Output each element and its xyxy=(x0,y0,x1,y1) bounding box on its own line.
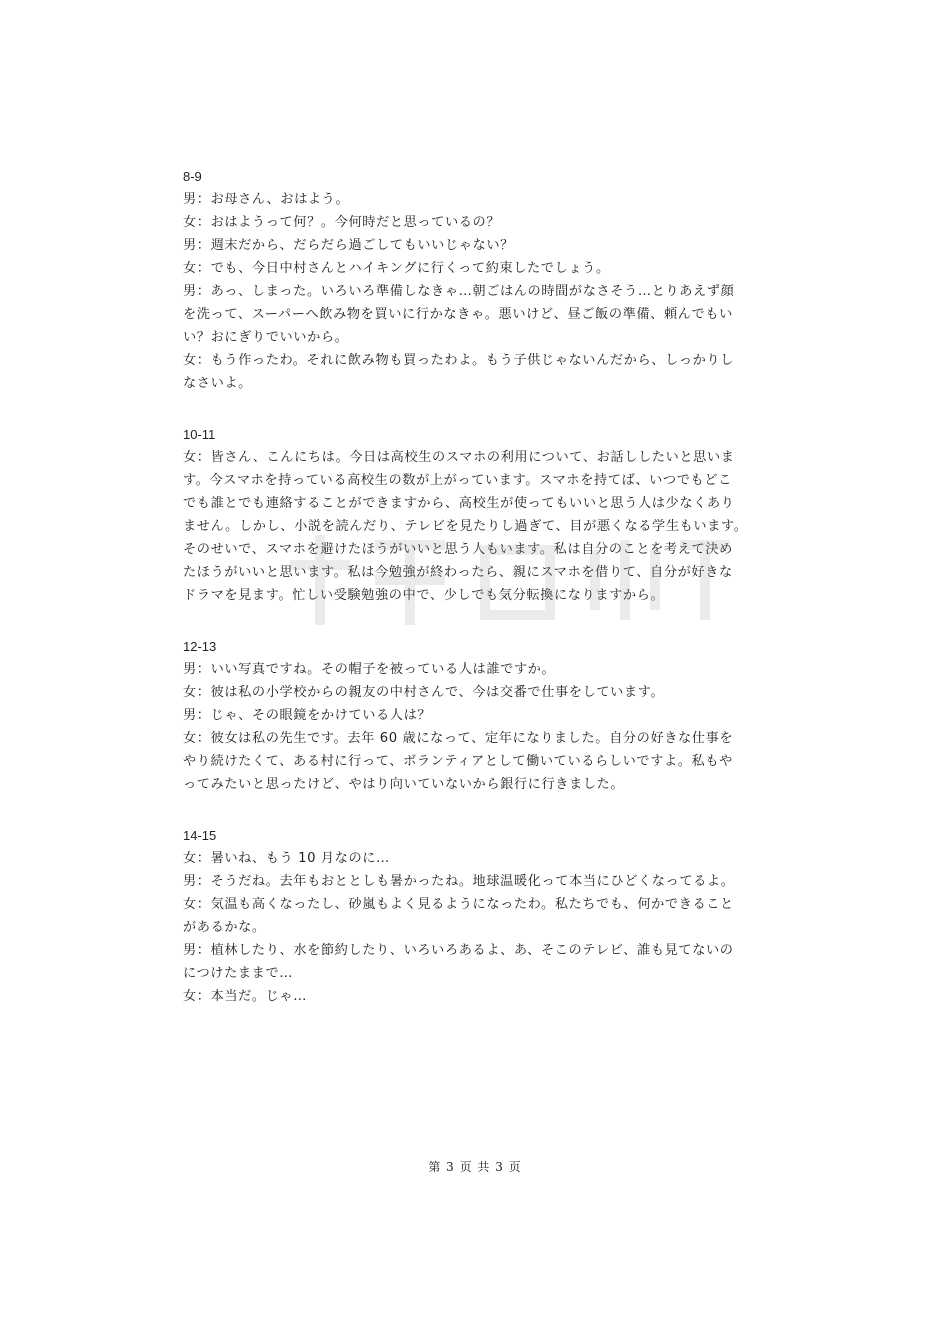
dialogue-line: 男：週末だから、だらだら過ごしてもいいじゃない？ xyxy=(183,238,514,253)
section-label: 14-15 xyxy=(183,828,217,843)
monologue-line: ドラマを見ます。忙しい受験勉強の中で、少しでも気分転換になりますから。 xyxy=(183,588,665,603)
dialogue-line: 女：彼女は私の先生です。去年 60 歳になって、定年になりました。自分の好きな仕事を xyxy=(183,731,734,746)
dialogue-line: 女：暑いね、もう 10 月なのに… xyxy=(183,851,390,866)
section-14-15 xyxy=(183,824,773,1008)
listening-script xyxy=(183,165,773,1036)
monologue-line: 女：皆さん、こんにちは。今日は高校生のスマホの利用について、お話ししたいと思いま xyxy=(183,450,735,465)
dialogue-line: 男：じゃ、その眼鏡をかけている人は？ xyxy=(183,708,432,723)
dialogue-line: 女：本当だ。じゃ… xyxy=(183,989,308,1004)
monologue-line: す。今スマホを持っている高校生の数が上がっています。スマホを持てば、いつでもどこ xyxy=(183,473,732,488)
monologue-line: でも誰とでも連絡することができますから、高校生が使ってもいいと思う人は少なくあり xyxy=(183,496,735,511)
dialogue-line: があるかな。 xyxy=(183,920,266,935)
dialogue-line: 女：気温も高くなったし、砂嵐もよく見るようになったわ。私たちでも、何かできること xyxy=(183,897,734,912)
section-10-11 xyxy=(183,423,773,607)
monologue-line: たほうがいいと思います。私は今勉強が終わったら、親にスマホを借りて、自分が好きな xyxy=(183,565,733,580)
section-12-13 xyxy=(183,635,773,796)
dialogue-line: 女：おはようって何？。今何時だと思っているの？ xyxy=(183,215,501,230)
monologue-line: そのせいで、スマホを避けたほうがいいと思う人もいます。私は自分のことを考えて決め xyxy=(183,542,733,557)
page-footer: 第 3 页 共 3 页 xyxy=(428,1160,522,1174)
dialogue-line: 男：お母さん、おはよう。 xyxy=(183,192,350,207)
dialogue-line: 男：そうだね。去年もおととしも暑かったね。地球温暖化って本当にひどくなってるよ。 xyxy=(183,874,735,889)
dialogue-line: 女：もう作ったわ。それに飲み物も買ったわよ。もう子供じゃないんだから、しっかりし xyxy=(183,353,734,368)
dialogue-line: 女：でも、今日中村さんとハイキングに行くって約束したでしょう。 xyxy=(183,261,610,276)
section-8-9 xyxy=(183,165,773,395)
section-label: 10-11 xyxy=(183,427,216,442)
dialogue-line: 女：彼は私の小学校からの親友の中村さんで、今は交番で仕事をしています。 xyxy=(183,685,665,700)
dialogue-line: につけたままで… xyxy=(183,966,294,981)
dialogue-line: やり続けたくて、ある村に行って、ボランティアとして働いているらしいですよ。私もや xyxy=(183,754,733,769)
dialogue-line: 男：あっ、しまった。いろいろ準備しなきゃ…朝ごはんの時間がなさそう…とりあえず顔 xyxy=(183,284,735,299)
section-label: 12-13 xyxy=(183,639,217,654)
dialogue-line: い？おにぎりでいいから。 xyxy=(183,330,349,345)
dialogue-line: を洗って、スーパーへ飲み物を買いに行かなきゃ。悪いけど、昼ご飯の準備、頼んでもい xyxy=(183,307,733,322)
dialogue-line: なさいよ。 xyxy=(183,376,252,391)
dialogue-line: 男：植林したり、水を節約したり、いろいろあるよ、あ、そこのテレビ、誰も見てないの xyxy=(183,943,734,958)
dialogue-line: 男：いい写真ですね。その帽子を被っている人は誰ですか。 xyxy=(183,662,556,677)
monologue-line: ません。しかし、小説を読んだり、テレビを見たりし過ぎて、目が悪くなる学生もいます。 xyxy=(183,519,748,534)
dialogue-line: ってみたいと思ったけど、やはり向いていないから銀行に行きました。 xyxy=(183,777,625,792)
section-label: 8-9 xyxy=(183,169,202,184)
